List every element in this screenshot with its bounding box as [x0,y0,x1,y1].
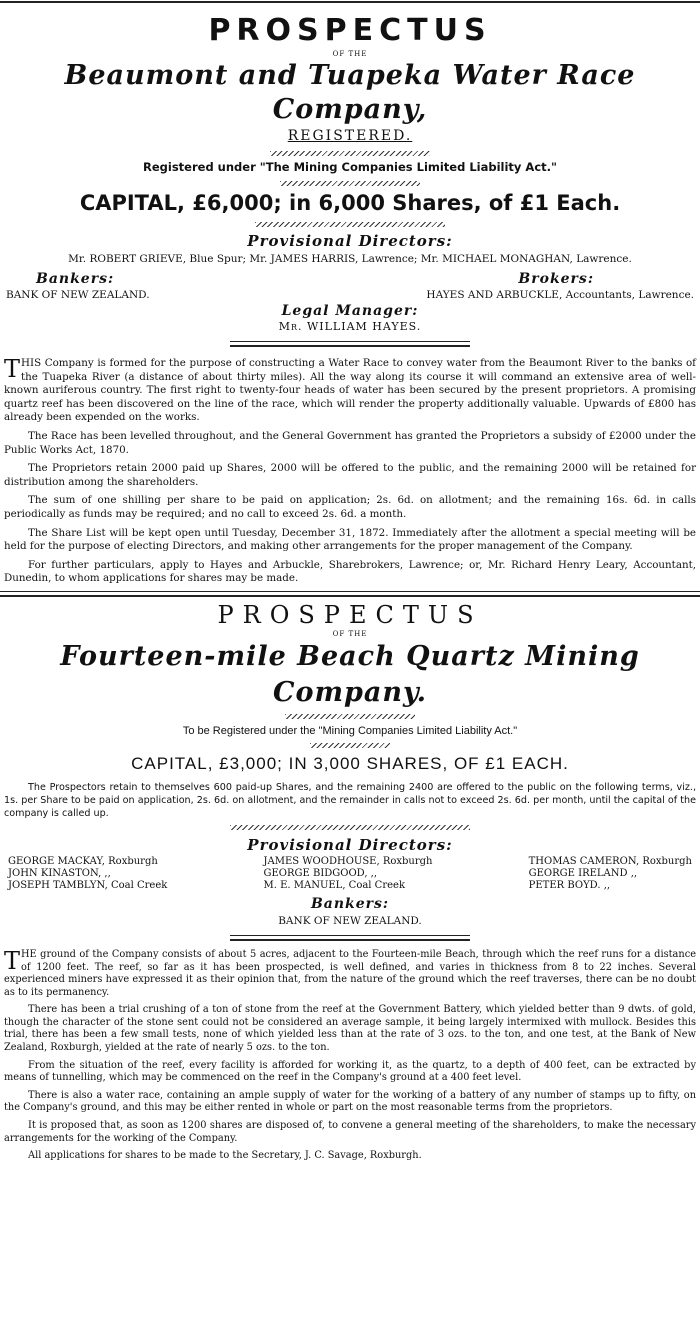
ad2-paragraph: There has been a trial crushing of a ton of stone from the reef at the Government Battery, which yielded better than 9 dwts. of gold, though the character of the stone sent could not be considered an average sample, it being largely intermixed with mullock. Besides this trial, there has been a few small tests, none of which yielded less than at the rate of 3 ozs. to the ton, and one test, at the Bank of New Zealand, Roxburgh, yielded at the rate of nearly 5 ozs. to the ton. [4,1004,696,1054]
wavy-divider [285,714,415,719]
ad-beaumont [0,15,700,586]
wavy-divider [310,743,390,748]
ad2-directors-heading: Provisional Directors: [247,835,453,854]
ad2-registered-under: To be Registered under the "Mining Companies Limited Liability Act." [182,724,518,737]
double-divider [230,935,470,941]
director-name: M. E. MANUEL, Coal Creek [263,879,406,891]
ad1-paragraph: THIS Company is formed for the purpose of constructing a Water Race to convey water from the Beaumont River to the banks of the Tuapeka River (a distance of about thirty miles). All the way along its course it will command an extensive area of well-known auriferous country. The first right to twenty-four heads of water has been secured by the present proprietors. A promising quartz reef has been discovered on the line of the race, which will render the property additionally valuable. Upwards of £800 has already been expended on the works. [4,355,696,424]
ad2-paragraph: All applications for shares to be made to the Secretary, J. C. Savage, Roxburgh. [28,1150,422,1162]
ad2-directors-col [8,856,167,892]
ad1-registered-under: Registered under "The Mining Companies Limited Liability Act." [143,160,557,174]
wavy-divider [230,825,470,830]
director-name: PETER BOYD. ,, [528,879,611,891]
ad2-paragraph: There is also a water race, containing an ample supply of water for the working of a battery of any number of stamps up to fifty, on the Company's ground, and this may be either rented in whole or part on the most reasonable terms from the proprietors. [4,1089,696,1114]
ad-separator [0,591,700,597]
director-name: GEORGE BIDGOOD, ,, [263,867,378,879]
ad2-of-the: OF THE [332,629,368,638]
ad1-paragraph: The Proprietors retain 2000 paid up Shares, 2000 will be offered to the public, and the remaining 2000 will be retained for distribution among the shareholders. [4,462,696,488]
ad1-paragraph: The sum of one shilling per share to be paid on application; 2s. 6d. on allotment; and the remaining 16s. 6d. in calls periodically as funds may be required; and no call to exceed 2s. 6d. a month. [4,494,696,520]
wavy-divider [255,222,445,227]
ad2-directors-col [263,856,432,892]
drop-cap: T [4,355,21,383]
ad1-bankers-heading: Bankers: [36,271,115,287]
ad2-capital: CAPITAL, £3,000; IN 3,000 SHARES, OF £1 EACH. [131,753,569,773]
ad1-directors-heading: Provisional Directors: [247,232,453,250]
double-divider [230,341,470,347]
ad1-body [0,357,700,586]
director-name: JOHN KINASTON, ,, [8,867,111,879]
ad2-title: PROSPECTUS [217,600,483,629]
newspaper-page [0,1,700,1343]
director-name: JAMES WOODHOUSE, Roxburgh [263,855,433,867]
top-rule [0,1,700,11]
ad1-paragraph: For further particulars, apply to Hayes and Arbuckle, Sharebrokers, Lawrence; or, Mr. Richard Henry Leary, Accountant, Dunedin, to whom applications for shares may be made. [4,558,696,585]
ad1-manager: Mr. WILLIAM HAYES. [278,320,422,333]
ad2-paragraph: From the situation of the reef, every facility is afforded for working it, as the quartz, to a depth of 400 feet, can be extracted by means of tunnelling, which may be commenced on the reef in the Company's ground at a 400 feet level. [4,1059,696,1084]
ad1-company-name: Beaumont and Tuapeka Water Race Company, [64,60,636,125]
ad2-company-name: Fourteen-mile Beach Quartz Mining Company. [60,640,640,708]
director-name: GEORGE MACKAY, Roxburgh [8,855,158,867]
director-name: GEORGE IRELAND ,, [528,867,638,879]
ad-fourteen-mile [0,601,700,1163]
ad1-brokers: HAYES AND ARBUCKLE, Accountants, Lawrence. [426,289,694,301]
ad2-paragraph: THE ground of the Company consists of about 5 acres, adjacent to the Fourteen-mile Beach, through which the reef runs for a distance of 1200 feet. The reef, so far as it has been prospected, is well defined, and varies in thickness from 8 to 22 inches. Several experienced miners have expressed it as their opinion that, from the nature of the ground which the reef traverses, there can be no doubt as to its permanency. [4,946,696,998]
ad2-body [0,946,700,1163]
ad1-bankers-brokers [0,270,700,302]
ad1-of-the: OF THE [332,50,368,58]
ad2-intro: The Prospectors retain to themselves 600 paid-up Shares, and the remaining 2400 are offered to the public on the following terms, viz., 1s. per Share to be paid on application, 2s. 6d. on allotment, and the remainder in calls not to exceed 2s. 6d. per month, until the capital of the company is called up. [4,781,696,819]
ad1-bankers: BANK OF NEW ZEALAND. [6,289,150,301]
drop-cap: T [4,946,21,975]
ad1-registered: REGISTERED. [287,128,413,144]
wavy-divider [280,181,420,186]
director-name: THOMAS CAMERON, Roxburgh [528,855,692,867]
ad1-directors: Mr. ROBERT GRIEVE, Blue Spur; Mr. JAMES HARRIS, Lawrence; Mr. MICHAEL MONAGHAN, Lawrence. [68,253,632,265]
wavy-divider [270,151,430,156]
ad1-capital: CAPITAL, £6,000; in 6,000 Shares, of £1 Each. [79,191,621,215]
director-name: JOSEPH TAMBLYN, Coal Creek [8,879,168,891]
ad1-manager-heading: Legal Manager: [281,303,419,319]
ad1-title: PROSPECTUS [208,13,492,48]
ad1-brokers-heading: Brokers: [518,271,594,287]
ad2-paragraph: It is proposed that, as soon as 1200 shares are disposed of, to convene a general meeting of the shareholders, to make the necessary arrangements for the working of the Company. [4,1120,696,1144]
ad2-directors-col [529,856,692,892]
ad2-bankers: BANK OF NEW ZEALAND. [278,914,422,927]
ad1-paragraph: The Share List will be kept open until Tuesday, December 31, 1872. Immediately after the allotment a special meeting will be held for the purpose of electing Directors, and making other arrangements for the proper management of the Company. [4,526,696,553]
ad2-directors-columns [0,856,700,892]
ad1-paragraph: The Race has been levelled throughout, and the General Government has granted the Proprietors a subsidy of £2000 under the Public Works Act, 1870. [4,429,696,456]
ad2-bankers-heading: Bankers: [310,895,390,912]
